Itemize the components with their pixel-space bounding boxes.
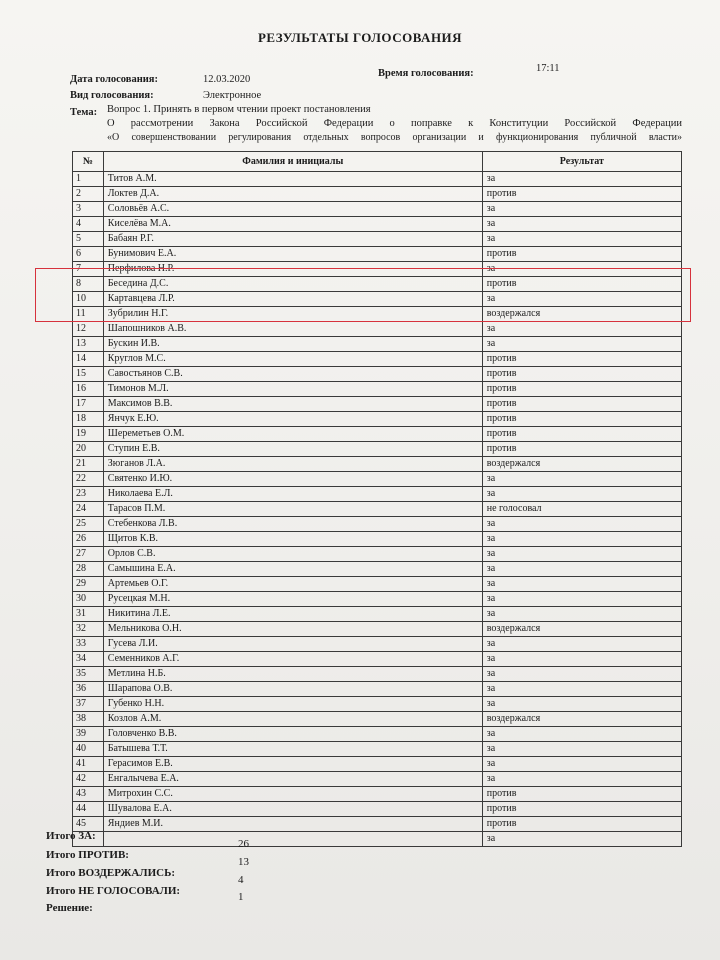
table-row (73, 607, 682, 622)
row-result: против (482, 397, 681, 412)
table-row (73, 472, 682, 487)
row-result: воздержался (482, 712, 681, 727)
table-row (73, 172, 682, 187)
row-name: Митрохин С.С. (103, 787, 482, 802)
row-number: 26 (73, 532, 104, 547)
type-label: Вид голосования: (70, 90, 154, 101)
row-number: 34 (73, 652, 104, 667)
total-against-label: Итого ПРОТИВ: (46, 849, 129, 861)
table-row (73, 202, 682, 217)
row-result: против (482, 277, 681, 292)
row-number: 2 (73, 187, 104, 202)
row-number: 35 (73, 667, 104, 682)
row-result: воздержался (482, 307, 681, 322)
total-for-label: Итого ЗА: (46, 830, 96, 842)
row-name: Метлина Н.Б. (103, 667, 482, 682)
row-name: Шувалова Е.А. (103, 802, 482, 817)
row-number: 3 (73, 202, 104, 217)
row-name: Яндиев М.И. (103, 817, 482, 832)
table-row (73, 187, 682, 202)
row-number: 14 (73, 352, 104, 367)
row-result: за (482, 652, 681, 667)
table-row (73, 712, 682, 727)
row-result: за (482, 592, 681, 607)
row-result: против (482, 352, 681, 367)
row-result: против (482, 802, 681, 817)
row-number: 1 (73, 172, 104, 187)
row-name: Ступин Е.В. (103, 442, 482, 457)
total-novote-value: 1 (238, 891, 244, 903)
table-row (73, 592, 682, 607)
row-result: за (482, 577, 681, 592)
total-abstain-label: Итого ВОЗДЕРЖАЛИСЬ: (46, 867, 176, 879)
column-header-name: Фамилия и инициалы (103, 152, 482, 172)
row-result: за (482, 697, 681, 712)
row-name: Титов А.М. (103, 172, 482, 187)
red-highlight-box (35, 268, 691, 322)
table-row (73, 697, 682, 712)
row-number: 25 (73, 517, 104, 532)
row-number: 12 (73, 322, 104, 337)
row-result: против (482, 817, 681, 832)
table-row (73, 502, 682, 517)
table-row (73, 412, 682, 427)
table-row (73, 682, 682, 697)
table-row (73, 232, 682, 247)
row-name: Гусева Л.И. (103, 637, 482, 652)
topic-line: «О совершенствовании регулирования отдельных вопросов организации и функционирования публичной власти» (107, 132, 682, 143)
row-number: 32 (73, 622, 104, 637)
table-row (73, 487, 682, 502)
row-result: воздержался (482, 622, 681, 637)
row-result: за (482, 337, 681, 352)
table-row (73, 337, 682, 352)
row-name: Соловьёв А.С. (103, 202, 482, 217)
row-result: против (482, 412, 681, 427)
date-value: 12.03.2020 (203, 74, 251, 85)
row-number: 45 (73, 817, 104, 832)
table-row (73, 637, 682, 652)
row-result: за (482, 262, 681, 277)
table-row (73, 217, 682, 232)
row-name: Киселёва М.А. (103, 217, 482, 232)
row-name: Губенко Н.Н. (103, 697, 482, 712)
row-name: Орлов С.В. (103, 547, 482, 562)
row-name: Бабаян Р.Г. (103, 232, 482, 247)
row-name: Герасимов Е.В. (103, 757, 482, 772)
row-result: за (482, 607, 681, 622)
table-header-row (73, 152, 682, 172)
row-name: Картавцева Л.Р. (103, 292, 482, 307)
row-number: 15 (73, 367, 104, 382)
row-name: Стебенкова Л.В. (103, 517, 482, 532)
row-name: Щитов К.В. (103, 532, 482, 547)
table-row (73, 382, 682, 397)
row-result: за (482, 487, 681, 502)
row-number: 31 (73, 607, 104, 622)
row-result: против (482, 427, 681, 442)
row-result: за (482, 517, 681, 532)
row-number: 30 (73, 592, 104, 607)
row-result: против (482, 187, 681, 202)
row-result: против (482, 247, 681, 262)
row-number: 21 (73, 457, 104, 472)
row-name: Самышина Е.А. (103, 562, 482, 577)
table-row (73, 802, 682, 817)
row-name: Головченко В.В. (103, 727, 482, 742)
topic-line: О рассмотрении Закона Российской Федерации о поправке к Конституции Российской Федерации (107, 118, 682, 129)
row-number: 27 (73, 547, 104, 562)
row-name: Тимонов М.Л. (103, 382, 482, 397)
table-row (73, 742, 682, 757)
row-name: Максимов В.В. (103, 397, 482, 412)
row-number: 38 (73, 712, 104, 727)
row-number: 33 (73, 637, 104, 652)
row-number: 11 (73, 307, 104, 322)
row-number: 20 (73, 442, 104, 457)
row-result: за (482, 547, 681, 562)
topic-line: Вопрос 1. Принять в первом чтении проект постановления (107, 104, 371, 115)
row-result: за (482, 667, 681, 682)
row-number: 44 (73, 802, 104, 817)
row-name: Тарасов П.М. (103, 502, 482, 517)
row-result: против (482, 442, 681, 457)
row-number: 42 (73, 772, 104, 787)
row-name: Артемьев О.Г. (103, 577, 482, 592)
row-name: Батышева Т.Т. (103, 742, 482, 757)
total-novote-label: Итого НЕ ГОЛОСОВАЛИ: (46, 885, 181, 897)
row-number: 43 (73, 787, 104, 802)
time-label: Время голосования: (378, 68, 474, 79)
row-name: Шереметьев О.М. (103, 427, 482, 442)
table-row (73, 757, 682, 772)
row-number: 10 (73, 292, 104, 307)
row-number: 7 (73, 262, 104, 277)
table-row (73, 562, 682, 577)
column-header-number: № (73, 152, 104, 172)
table-row (73, 247, 682, 262)
table-row (73, 397, 682, 412)
row-number: 39 (73, 727, 104, 742)
row-name: Локтев Д.А. (103, 187, 482, 202)
row-name: Янчук Е.Ю. (103, 412, 482, 427)
row-name: Зубрилин Н.Г. (103, 307, 482, 322)
table-row (73, 352, 682, 367)
table-row (73, 322, 682, 337)
table-row (73, 427, 682, 442)
table-row (73, 772, 682, 787)
row-name: Бускин И.В. (103, 337, 482, 352)
row-result: за (482, 172, 681, 187)
row-result: за (482, 472, 681, 487)
row-result: за (482, 232, 681, 247)
row-number: 6 (73, 247, 104, 262)
row-result: за (482, 832, 681, 847)
row-name: Русецкая М.Н. (103, 592, 482, 607)
row-name (103, 832, 482, 847)
row-name: Николаева Е.Л. (103, 487, 482, 502)
row-number: 4 (73, 217, 104, 232)
table-row (73, 532, 682, 547)
row-result: не голосовал (482, 502, 681, 517)
table-row (73, 622, 682, 637)
row-name: Енгалычева Е.А. (103, 772, 482, 787)
row-number: 5 (73, 232, 104, 247)
total-against-value: 13 (238, 856, 249, 868)
row-number: 24 (73, 502, 104, 517)
table-row (73, 577, 682, 592)
total-for-value: 26 (238, 838, 249, 850)
row-number: 19 (73, 427, 104, 442)
topic-text (107, 103, 682, 145)
row-result: против (482, 367, 681, 382)
row-name: Бунимович Е.А. (103, 247, 482, 262)
date-label: Дата голосования: (70, 74, 158, 85)
row-result: за (482, 292, 681, 307)
row-number: 28 (73, 562, 104, 577)
row-name: Козлов А.М. (103, 712, 482, 727)
row-result: за (482, 202, 681, 217)
row-result: против (482, 787, 681, 802)
table-row (73, 832, 682, 847)
row-result: за (482, 532, 681, 547)
row-result: за (482, 637, 681, 652)
row-name: Савостьянов С.В. (103, 367, 482, 382)
table-row (73, 667, 682, 682)
total-abstain-value: 4 (238, 874, 244, 886)
row-name: Круглов М.С. (103, 352, 482, 367)
column-header-result: Результат (482, 152, 681, 172)
table-row (73, 787, 682, 802)
row-name: Святенко И.Ю. (103, 472, 482, 487)
row-result: за (482, 217, 681, 232)
page-title: РЕЗУЛЬТАТЫ ГОЛОСОВАНИЯ (257, 30, 463, 45)
table-row (73, 457, 682, 472)
results-table (72, 151, 682, 847)
decision-label: Решение: (46, 902, 93, 914)
table-row (73, 547, 682, 562)
row-number: 37 (73, 697, 104, 712)
row-number: 18 (73, 412, 104, 427)
table-row (73, 442, 682, 457)
row-number: 17 (73, 397, 104, 412)
row-result: против (482, 382, 681, 397)
row-number: 40 (73, 742, 104, 757)
row-result: за (482, 757, 681, 772)
row-number: 29 (73, 577, 104, 592)
row-result: за (482, 727, 681, 742)
row-name: Зюганов Л.А. (103, 457, 482, 472)
time-value: 17:11 (536, 63, 560, 74)
row-number: 41 (73, 757, 104, 772)
row-number: 22 (73, 472, 104, 487)
row-number: 16 (73, 382, 104, 397)
table-row (73, 727, 682, 742)
topic-label: Тема: (70, 107, 98, 118)
row-result: воздержался (482, 457, 681, 472)
row-number: 8 (73, 277, 104, 292)
row-name: Шапошников А.В. (103, 322, 482, 337)
row-result: за (482, 682, 681, 697)
row-name: Перфилова Н.Р. (103, 262, 482, 277)
row-number: 13 (73, 337, 104, 352)
table-row (73, 817, 682, 832)
row-result: за (482, 322, 681, 337)
table-row (73, 652, 682, 667)
row-name: Шарапова О.В. (103, 682, 482, 697)
table-row (73, 367, 682, 382)
row-name: Беседина Д.С. (103, 277, 482, 292)
row-result: за (482, 772, 681, 787)
type-value: Электронное (203, 90, 262, 101)
table-row (73, 517, 682, 532)
row-number: 36 (73, 682, 104, 697)
row-result: за (482, 742, 681, 757)
row-result: за (482, 562, 681, 577)
row-name: Семенников А.Г. (103, 652, 482, 667)
row-name: Мельникова О.Н. (103, 622, 482, 637)
row-name: Никитина Л.Е. (103, 607, 482, 622)
row-number: 23 (73, 487, 104, 502)
